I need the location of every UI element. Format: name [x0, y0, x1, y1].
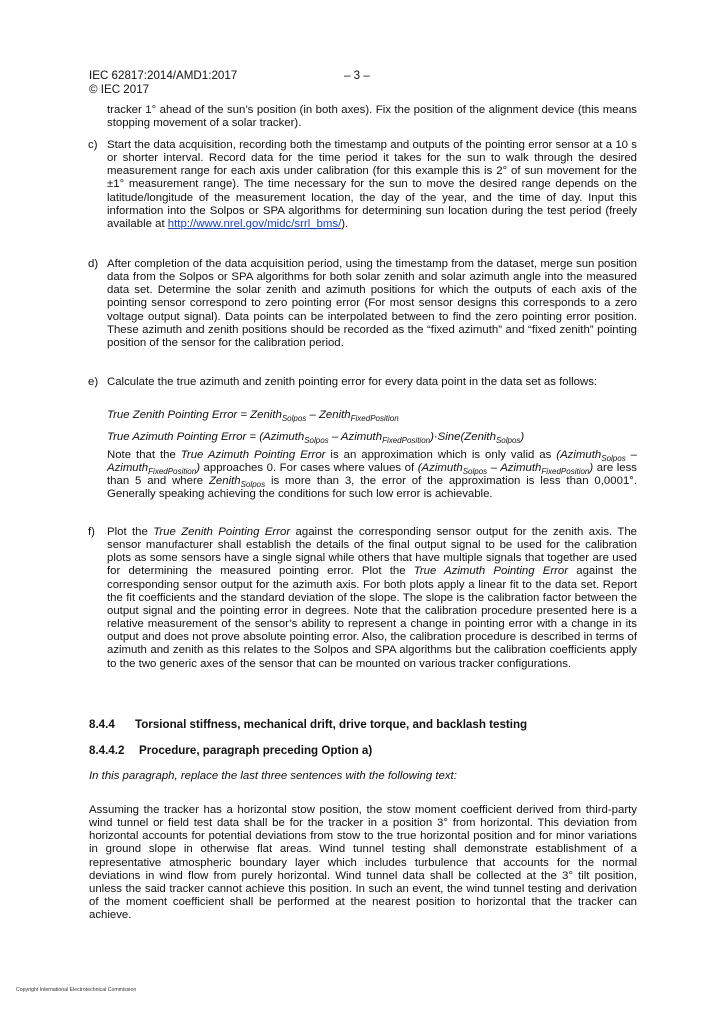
list-label: c): [88, 139, 98, 151]
replacement-paragraph: Assuming the tracker has a horizontal stow position, the stow moment coefficient derived from third-party wind tunnel or field test data shall be for the tracker in a position 3° from horizontal. This deviation from horizontal accounts for potential deviations from stow to the true horizontal position and for minor variations in ground slope in otherwise flat areas. Wind tunnel testing shall demonstrate establishment of a representative atmospheric boundary layer which includes turbulence that accounts for the normal deviations in wind flow from purely horizontal. Wind tunnel data shall be collected at the 3° tilt position, unless the said tracker cannot achieve this position. In such an event, the wind tunnel testing and derivation of the moment coefficient shall be performed at the nearest position to horizontal that the tracker can achieve.: [89, 804, 637, 922]
section-heading-8-4-4: 8.4.4 Torsional stiffness, mechanical drift, drive torque, and backlash testing: [89, 718, 528, 731]
azimuth-error-formula: True Azimuth Pointing Error = (Azimuth$_{Solpos}$ – Azimuth$_{FixedPosition}$)·Sine(Zenith$_{Solpos}$): [107, 431, 525, 445]
section-heading-8-4-4-2: 8.4.4.2 Procedure, paragraph preceding Option a): [89, 744, 373, 757]
list-label: e): [88, 376, 99, 388]
list-item-text: Calculate the true azimuth and zenith pointing error for every data point in the data set as follows:: [107, 376, 598, 388]
list-item-e: [89, 376, 637, 389]
list-label: f): [88, 526, 95, 538]
nrel-link[interactable]: http://www.nrel.gov/midc/srrl_bms/: [167, 217, 342, 230]
list-item-f: [89, 526, 637, 671]
approximation-note: Note that the True Azimuth Pointing Error is an approximation which is only valid as (Azimuth$_{Solpos}$ – Azimuth$_{FixedPosition}$) approaches 0. For cases where values of (Azimuth$_{Solpos}$ – Azimuth$_{FixedPosition}$) are less than 5 and where Zenith$_{Solpos}$ is more than 3, the error of the approximation is less than 0,0001°. Generally speaking achieving the conditions for such low error is achievable.: [107, 449, 638, 501]
document-id: IEC 62817:2014/AMD1:2017: [89, 69, 238, 82]
page-number: – 3 –: [344, 69, 370, 82]
list-item-c: [89, 139, 637, 231]
list-item-text: Start the data acquisition, recording both the timestamp and outputs of the pointing error sensor at a 10 s or shorter interval. Record data for the time period it takes for the sun to walk through the desired measurement range for each axis under calibration (for this example this is 2° of sun movement for the ±1° measurement range). The time necessary for the sun to move the desired range depends on the latitude/longitude of the measurement location, the day of the year, and the time of day. Input this information into the Solpos or SPA algorithms for determining sun location during the test period (freely available at http://www.nrel.gov/midc/srrl_bms/).: [107, 139, 637, 230]
list-item-d: [89, 258, 637, 350]
continuation-text: tracker 1° ahead of the sun’s position (in both axes). Fix the position of the alignment device (this means stopping movement of a solar tracker).: [107, 104, 637, 130]
zenith-error-formula: True Zenith Pointing Error = Zenith$_{Solpos}$ – Zenith$_{FixedPosition}$: [107, 409, 399, 423]
list-label: d): [88, 258, 99, 270]
footer-copyright: Copyright International Electrotechnical Commission: [16, 987, 137, 993]
amendment-instruction: In this paragraph, replace the last three sentences with the following text:: [89, 770, 457, 782]
list-item-text: After completion of the data acquisition period, using the timestamp from the dataset, merge sun position data from the Solpos or SPA algorithms for both solar zenith and solar azimuth angle into the measured data set. Determine the solar zenith and azimuth positions for which the outputs of each axis of the pointing sensor correspond to zero pointing error (For most sensor designs this corresponds to a zero voltage output signal). Data points can be interpolated between to find the zero pointing error position. These azimuth and zenith positions should be recorded as the “fixed azimuth” and “fixed zenith” pointing position of the sensor for the calibration period.: [107, 258, 637, 349]
copyright-line: © IEC 2017: [89, 83, 150, 96]
list-item-text: Plot the True Zenith Pointing Error against the corresponding sensor output for the zenith axis. The sensor manufacturer shall establish the details of the final output signal to be used for the calibration plots as some sensors have a single signal while others that have multiple signals that together are used for determining the measured pointing error. Plot the True Azimuth Pointing Error against the corresponding sensor output for the azimuth axis. For both plots apply a linear fit to the data set. Report the fit coefficients and the standard deviation of the slope. The slope is the calibration factor between the output signal and the pointing error in degrees. Note that the calibration procedure presented here is a relative measurement of the sensor’s ability to represent a change in pointing error with a change in its output and does not prove absolute pointing error. Also, the calibration procedure is described in terms of azimuth and zenith as this relates to the Solpos and SPA algorithms but the calibration coefficients apply to the two generic axes of the sensor that can be mounted on various tracker configurations.: [107, 526, 638, 670]
